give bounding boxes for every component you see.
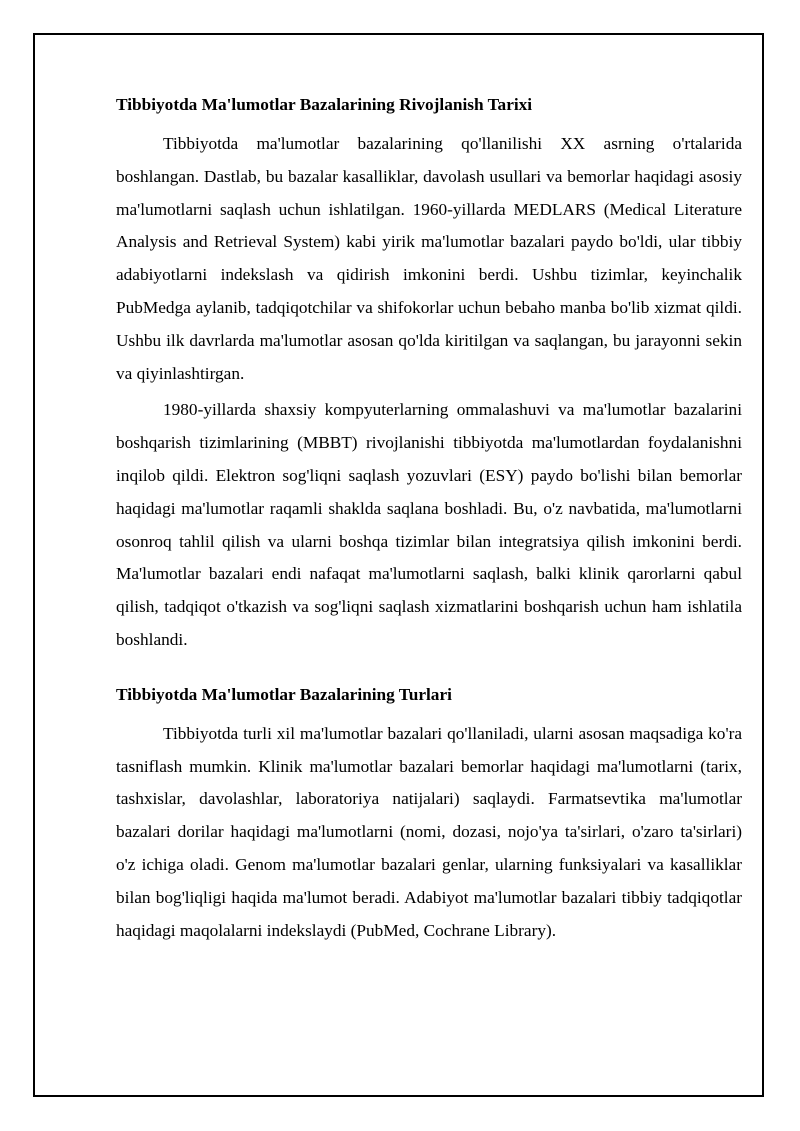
section-heading-history: Tibbiyotda Ma'lumotlar Bazalarining Rivojlanish Tarixi [116,95,533,114]
history-paragraph-1: Tibbiyotda ma'lumotlar bazalarining qo'llanilishi XX asrning o'rtalarida boshlangan. Dastlab, bu bazalar kasalliklar, davolash usullari va bemorlar haqidagi asosiy ma'lumotlarni saqlash uchun ishlatilgan. 1960-yillarda MEDLARS (Medical Literature Analysis and Retrieval System) kabi yirik ma'lumotlar bazalari paydo bo'ldi, ular tibbiy adabiyotlarni indekslash va qidirish imkonini berdi. Ushbu tizimlar, keyinchalik PubMedga aylanib, tadqiqotchilar va shifokorlar uchun bebaho manba bo'lib xizmat qildi. Ushbu ilk davrlarda ma'lumotlar asosan qo'lda kiritilgan va saqlangan, bu jarayonni sekin va qiyinlashtirgan. [116,134,742,383]
document-body [116,95,742,951]
section-heading-types: Tibbiyotda Ma'lumotlar Bazalarining Turlari [116,684,452,704]
history-paragraph-2: 1980-yillarda shaxsiy kompyuterlarning ommalashuvi va ma'lumotlar bazalarini boshqarish tizimlarining (MBBT) rivojlanishi tibbiyotda ma'lumotlardan foydalanishni inqilob qildi. Elektron sog'liqni saqlash yozuvlari (ESY) paydo bo'lishi bilan bemorlar haqidagi ma'lumotlar raqamli shaklda saqlana boshladi. Bu, o'z navbatida, ma'lumotlarni osonroq tahlil qilish va ularni boshqa tizimlar bilan integratsiya qilish imkonini berdi. Ma'lumotlar bazalari endi nafaqat ma'lumotlarni saqlash, balki klinik qarorlarni qabul qilish, tadqiqot o'tkazish va sog'liqni saqlash xizmatlarini boshqarish uchun ham ishlatila boshlandi. [116,400,742,649]
types-paragraph-1: Tibbiyotda turli xil ma'lumotlar bazalari qo'llaniladi, ularni asosan maqsadiga ko'ra tasniflash mumkin. Klinik ma'lumotlar bazalari bemorlar haqidagi ma'lumotlarni (tarix, tashxislar, davolashlar, laboratoriya natijalari) saqlaydi. Farmatsevtika ma'lumotlar bazalari dorilar haqidagi ma'lumotlarni (nomi, dozasi, nojo'ya ta'sirlari, o'zaro ta'sirlari) o'z ichiga oladi. Genom ma'lumotlar bazalari genlar, ularning funksiyalari va kasalliklar bilan bog'liqligi haqida ma'lumot beradi. Adabiyot ma'lumotlar bazalari tibbiy tadqiqotlar haqidagi maqolalarni indekslaydi (PubMed, Cochrane Library). [116,723,742,940]
